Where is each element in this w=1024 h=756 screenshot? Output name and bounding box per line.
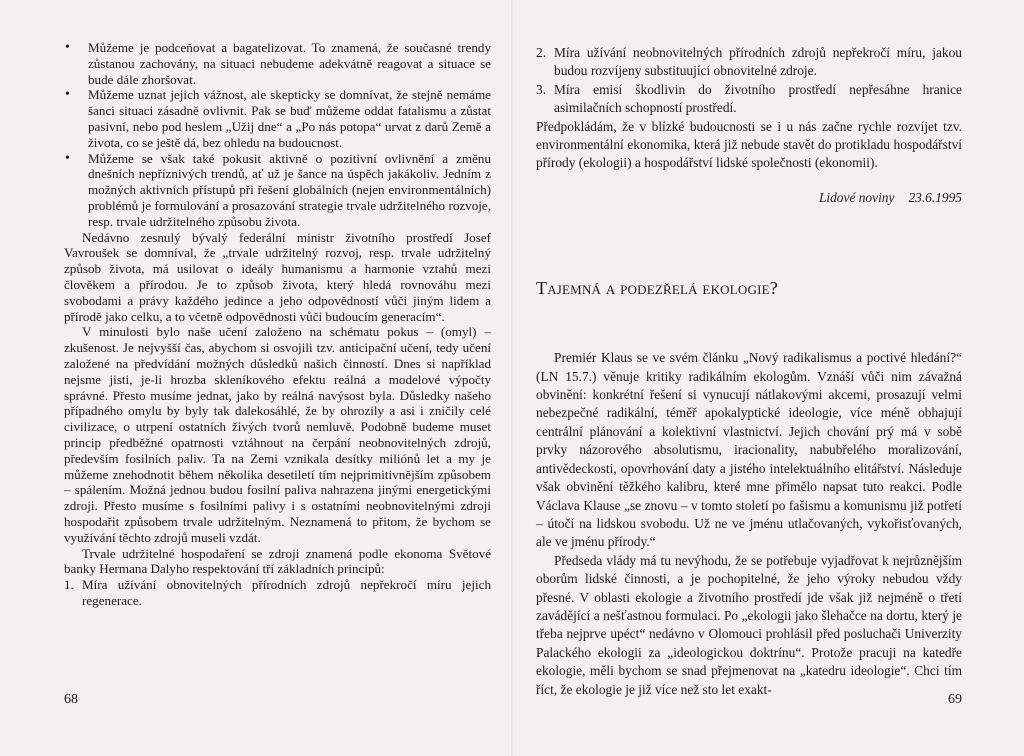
item-text: Míra užívání obnovitelných přírodních zdrojů nepřekročí míru jejich regenerace. [82, 577, 491, 608]
item-number: 1. [64, 577, 74, 593]
article-body [536, 349, 962, 699]
bullet-list [64, 40, 491, 230]
item-number: 2. [536, 45, 547, 60]
item-text: Míra emisí škodlivin do životního prostředí nepřesáhne hranice asimilačních schopností prostředí. [554, 81, 962, 116]
article-signature [536, 189, 962, 207]
item-number: 3. [536, 81, 547, 97]
bullet-item: • Můžeme se však také pokusit aktivně o pozitivní ovlivnění a změnu dnešních nepříznivých trendů, ať už je šance na úspěch jakákoliv. Jedním z možných aktivních přístupů při řešení globálních (nejen environmentálních) problémů je formulování a prosazování strategie trvale udržitelného rozvoje, resp. trvale udržitelného způsobu života. [64, 151, 491, 230]
paragraph: V minulosti bylo naše učení založeno na schématu pokus – (omyl) – zkušenost. Je nejvyšší čas, abychom si osvojili tzv. anticipační učení, tedy učení založené na předvídání možných důsledků našich činností. Dnes si například nejsme jisti, je-li hrozba skleníkového efektu reálná a modelové výpočty správné. Přesto musíme jednat, jako by reálná navýsost byla. Důsledky našeho případného omylu by byly tak dalekosáhlé, že by ohrozily a asi i zničily celé civilizace, o utrpení ostatních živých tvorů nemluvě. Podobně budeme muset princip předběžné opatrnosti vztáhnout na čerpání neobnovitelných zdrojů, především fosilních paliv. Ta na Zemi vznikala desítky miliónů let a my je můžeme znehodnotit během několika desetiletí tím nejprimitivnějším způsobem – spálením. Možná jednou budou fosilní paliva nahrazena jinými energetickými zdroji. Přesto musíme s fosilními palivy i s ostatními neobnovitelnými zdroji hospodařit způsobem trvale udržitelným. Neznamená to přitom, že bychom se využívání těchto zdrojů museli vzdát. [64, 324, 491, 545]
page-number: 69 [948, 692, 962, 707]
paragraph: Nedávno zesnulý bývalý federální ministr životního prostředí Josef Vavroušek se domníval, že „trvale udržitelný rozvoj, resp. trvale udržitelný způsob života, má usilovat o ideály humanismu a harmonie vztahů mezi člověkem a přírodou. Je to způsob života, který hledá rovnováhu mezi svobodami a právy každého jedince a jeho odpovědností vůči jiným lidem a přírodě jako celku, a to včetně odpovědnosti vůči budoucím generacím“. [64, 229, 491, 324]
right-page-text [536, 44, 962, 699]
numbered-item [536, 81, 962, 118]
paragraph: Trvale udržitelné hospodaření se zdroji znamená podle ekonoma Světové banky Hermana Dalyho respektování tří základních principů: [64, 545, 491, 577]
numbered-item [536, 44, 962, 81]
numbered-item [64, 577, 491, 609]
paragraph: Předseda vlády má tu nevýhodu, že se potřebuje vyjadřovat k nejrůznějším oborům lidské činnosti, a je pochopitelné, že jeho výroky nebudou vždy přesné. V oblasti ekologie a životního prostředí jde však již nejméně o třetí zavádějící a nešťastnou formulaci. Po „ekologii jako šlehačce na dortu, který je třeba nejprve upéct“ nedávno v Olomouci prohlásil před posluchači Univerzity Palackého ekologii za „ideologickou doktrínu“. Protože pracuji na katedře ekologie, měli bychom se snad přejmenovat na „katedru ideologie“. Chci tím říct, že ekologie je již více než sto let exakt- [536, 552, 962, 697]
signature-source: Lidové noviny [818, 189, 895, 205]
paragraph: Premiér Klaus se ve svém článku „Nový radikalismus a poctivé hledání?“ (LN 15.7.) věnuje kritiky radikálním ekologům. Vznáší vůči nim závažná obvinění: konkrétní řešení si vynucují nátlakovými akcemi, prosazují velmi nebezpečné radikální, téměř apokalyptické ideologie, více méně obhajují centrální plánování a kolektivní vlastnictví. Jejich chování prý má v sobě prvky názorového absolutismu, iracionality, nabubřelého moralizování, antivědeckosti, opovrhování daty a jistého intelektuálního elitářství. Následuje však obvinění těžkého kalibru, které mne přimělo napsat tuto reakci. Podle Václava Klause „se znovu – v tomto století po fašismu a komunismu již potřetí – útočí na lidskou svobodu. Už ne ve jménu utlačovaných, vykořisťovaných, ale ve jménu přírody.“ [536, 350, 962, 550]
page-number: 68 [64, 692, 78, 707]
signature-date: 23.6.1995 [908, 189, 962, 205]
closing-paragraph: Předpokládám, že v blízké budoucnosti se i u nás začne rychle rozvíjet tzv. environmentální ekonomika, která již nebude stavět do protikladu hospodářství přírody (ekologii) a hospodářství lidské společnosti (ekonomii). [536, 118, 962, 171]
bullet-item: • Můžeme uznat jejich vážnost, ale skepticky se domnívat, že stejně nemáme šanci situaci zásadně ovlivnit. Pak se buď můžeme oddat fatalismu a zůstat pasivní, nebo pod heslem „Užij dne“ a „Po nás potopa“ urvat z darů Země a života, co se ještě dá, bez ohledu na budoucnost. [64, 87, 491, 150]
bullet-item: • Můžeme je podceňovat a bagatelizovat. To znamená, že současné trendy zůstanou zachovány, na situaci nebudeme adekvátně reagovat a situace se bude dále zhoršovat. [64, 40, 491, 87]
item-text: Míra užívání neobnovitelných přírodních zdrojů nepřekročí míru, jakou budou rozvíjeny substituující obnovitelné zdroje. [554, 45, 962, 79]
right-page [512, 0, 1024, 756]
left-page-text [64, 40, 491, 609]
article-heading: Tajemná a podezřelá ekologie? [536, 278, 778, 299]
